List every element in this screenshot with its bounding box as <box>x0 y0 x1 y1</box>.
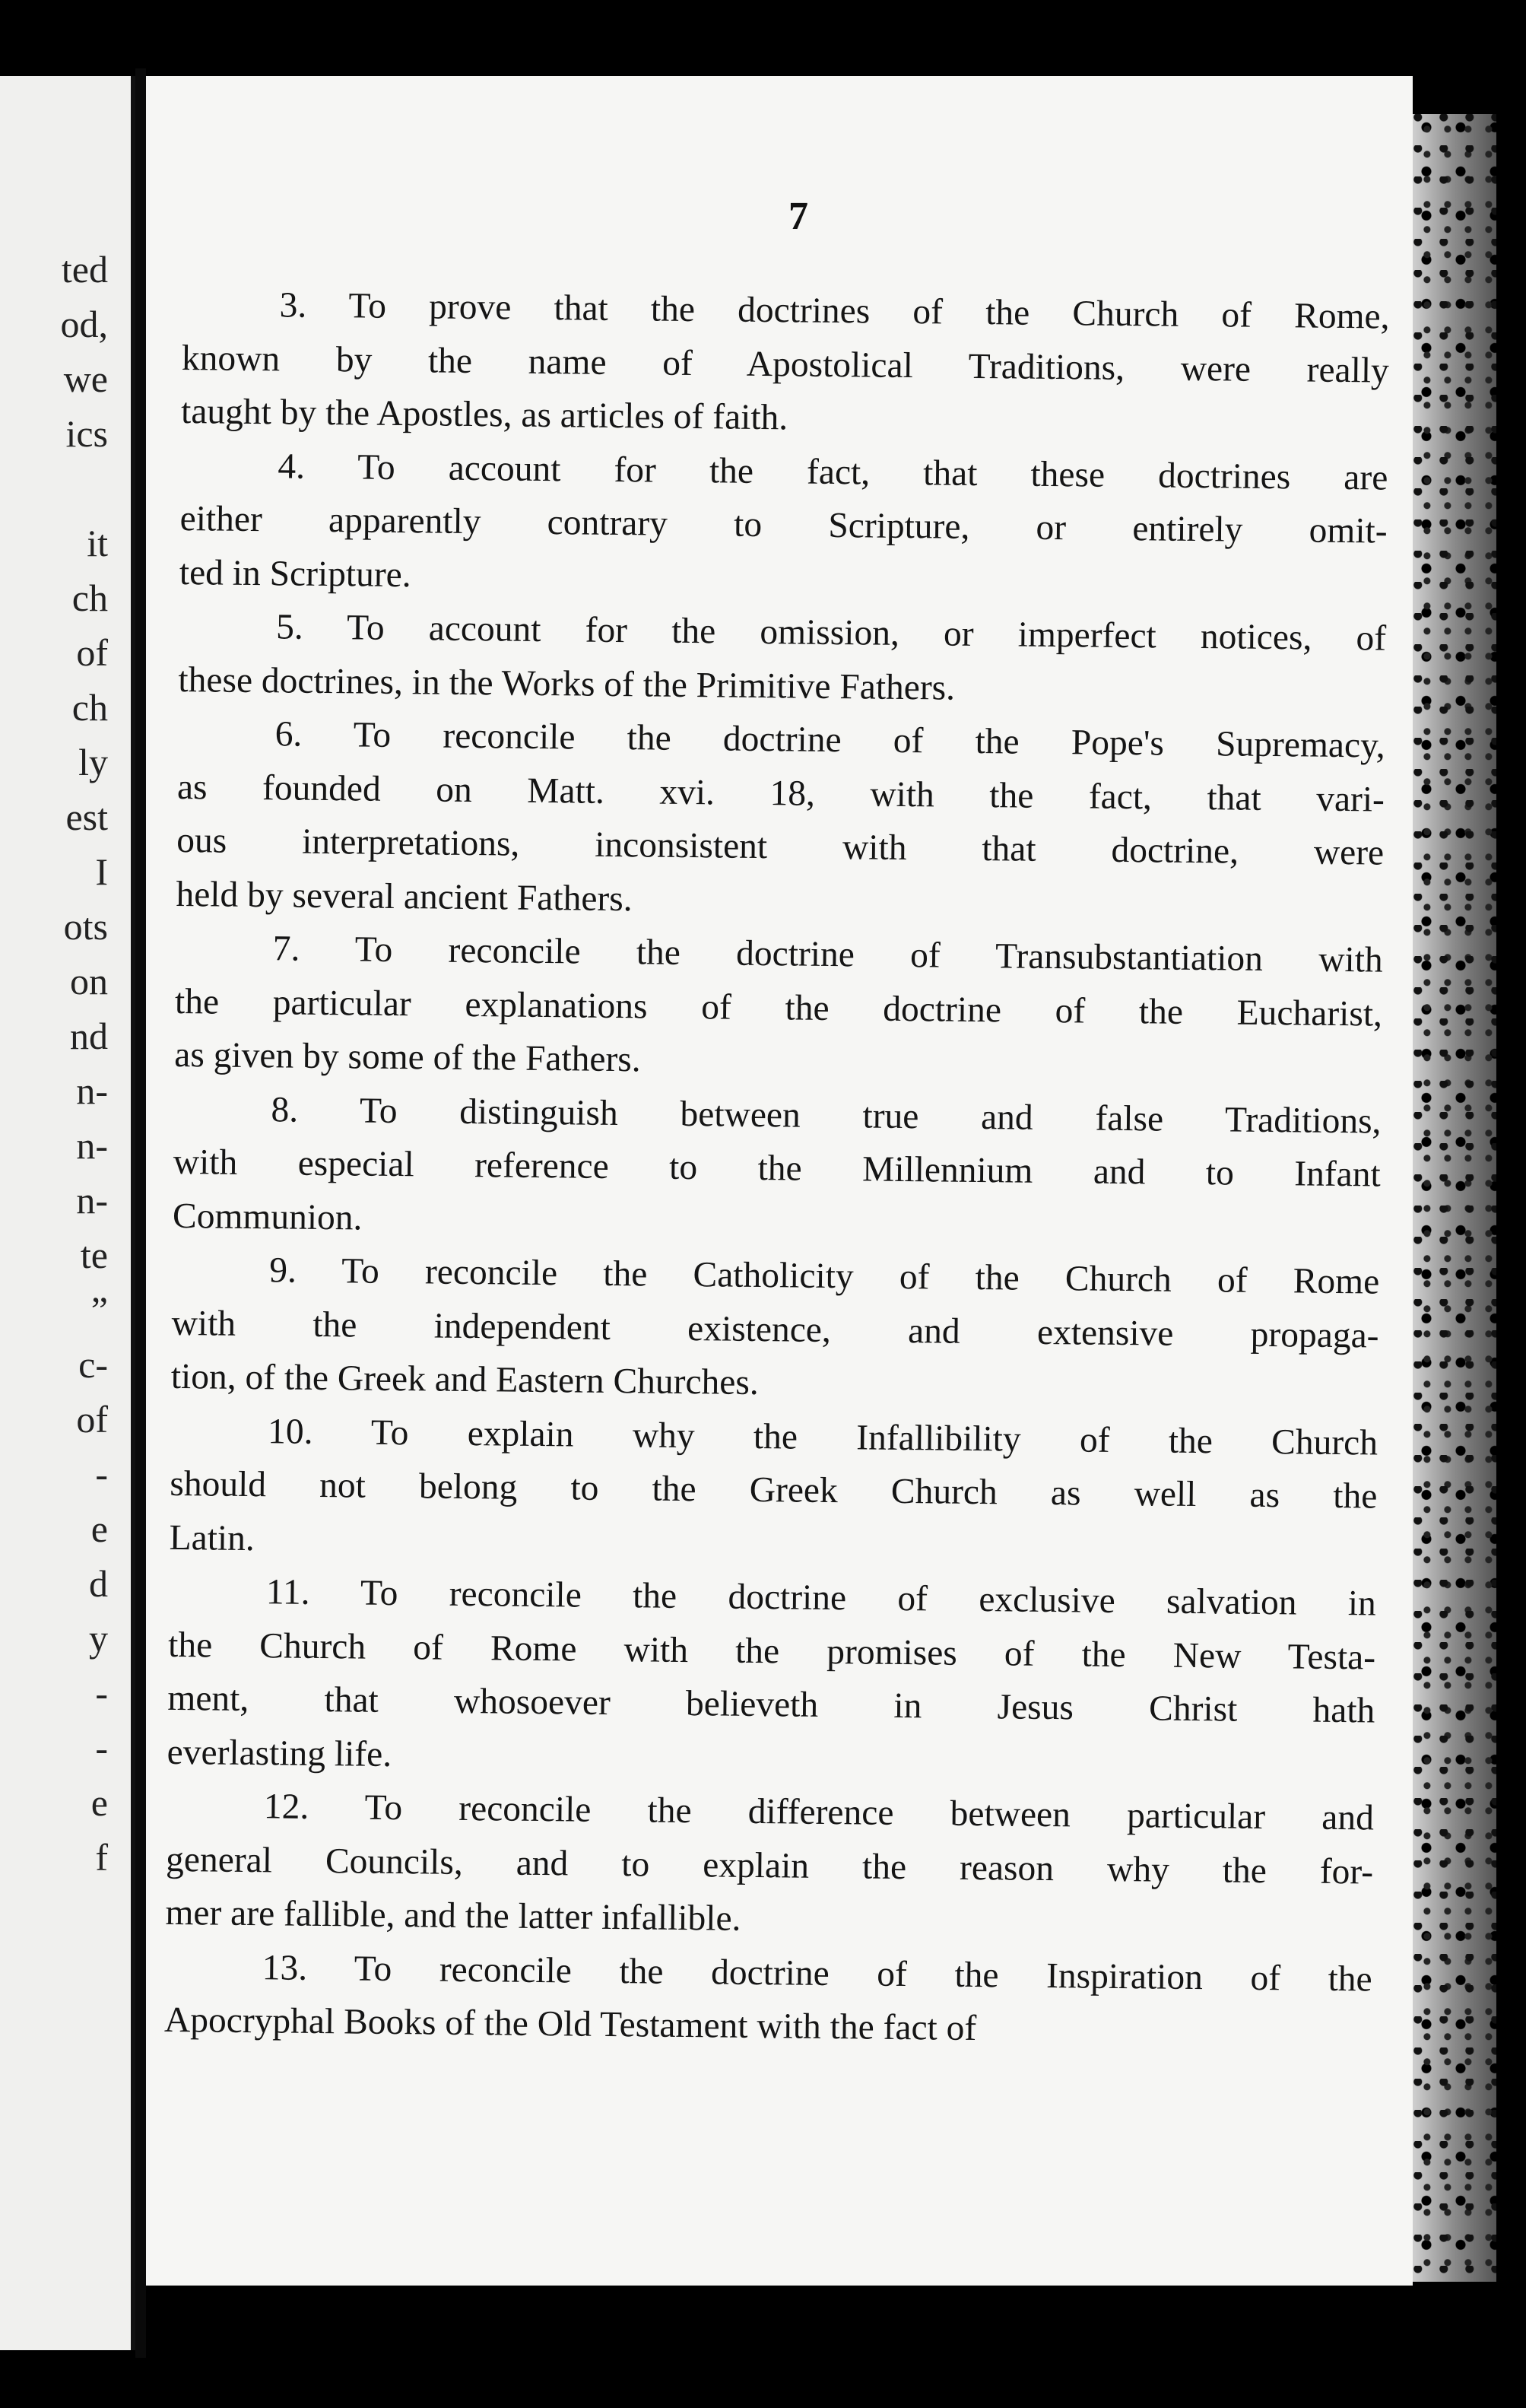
text-line: with especial reference to the Millennium and to Infant <box>173 1142 1382 1195</box>
page-edge-stack <box>1413 114 1496 2282</box>
text-line: Communion. <box>172 1196 363 1238</box>
numbered-paragraph <box>165 1779 1374 1952</box>
text-line: tion, of the Greek and Eastern Churches. <box>170 1356 760 1403</box>
facing-page-text-fragment: we <box>63 357 108 400</box>
text-line: 7. To reconcile the doctrine of Transubstantiation with <box>272 929 1383 980</box>
text-line: 4. To account for the fact, that these doctrines are <box>278 446 1388 498</box>
text-line: held by several ancient Fathers. <box>176 874 633 919</box>
text-line: ment, that whosoever believeth in Jesus Christ hath <box>167 1678 1375 1731</box>
facing-page-text-fragment: c- <box>78 1343 108 1386</box>
text-line: known by the name of Apostolical Traditions, were really <box>181 338 1390 391</box>
text-line: Latin. <box>169 1517 255 1558</box>
facing-page-text-fragment: od, <box>60 303 108 345</box>
numbered-paragraph <box>169 1403 1378 1577</box>
book-page <box>146 76 1413 2286</box>
facing-page-text-fragment: - <box>95 1453 108 1495</box>
facing-page-text-fragment: y <box>89 1617 108 1660</box>
numbered-paragraph <box>173 1082 1382 1255</box>
facing-page-text-fragment: - <box>95 1727 108 1769</box>
text-line: taught by the Apostles, as articles of faith. <box>180 391 788 438</box>
facing-page-text-fragment: nd <box>70 1015 108 1057</box>
facing-page-text-fragment: te <box>80 1234 108 1276</box>
numbered-paragraph <box>176 707 1385 934</box>
facing-page-text-fragment: e <box>90 1507 108 1550</box>
text-line: 3. To prove that the doctrines of the Church of Rome, <box>279 285 1390 337</box>
facing-page-text-fragment: f <box>95 1836 108 1879</box>
numbered-paragraph <box>179 438 1388 612</box>
facing-page-text-fragment: n- <box>76 1069 108 1112</box>
text-line: 13. To reconcile the doctrine of the Inspiration of the <box>262 1947 1372 2000</box>
text-line: 5. To account for the omission, or imperfect notices, of <box>275 607 1387 659</box>
facing-page-text-fragment: ch <box>71 577 108 619</box>
numbered-paragraph <box>167 1565 1376 1792</box>
text-line: 12. To reconcile the difference between particular and <box>263 1787 1375 1838</box>
facing-page-text-fragment: of <box>76 1398 108 1441</box>
text-line: general Councils, and to explain the reason why the for- <box>165 1839 1374 1892</box>
facing-page-text-fragment: ly <box>78 741 108 783</box>
text-line: ted in Scripture. <box>179 552 411 595</box>
numbered-paragraph <box>170 1243 1379 1416</box>
facing-page-text-fragment: ” <box>90 1288 108 1331</box>
text-line: either apparently contrary to Scripture, or entirely omit- <box>179 498 1388 551</box>
facing-page-text-fragment: on <box>70 960 108 1002</box>
facing-page-text-fragment: e <box>90 1781 108 1824</box>
facing-page-fragment <box>0 76 135 2350</box>
text-line: the particular explanations of the doctrine of the Eucharist, <box>174 981 1383 1034</box>
text-line: these doctrines, in the Works of the Primitive Fathers. <box>178 659 956 708</box>
text-line: as given by some of the Fathers. <box>174 1034 641 1080</box>
text-line: 9. To reconcile the Catholicity of the Church of Rome <box>269 1250 1380 1302</box>
text-line: ous interpretations, inconsistent with that doctrine, were <box>176 820 1385 873</box>
book-gutter <box>135 68 146 2358</box>
text-line: 11. To reconcile the doctrine of exclusive salvation in <box>265 1572 1377 1624</box>
page-number: 7 <box>788 195 808 238</box>
text-line: Apocryphal Books of the Old Testament with the fact of <box>163 2000 977 2049</box>
facing-page-text-fragment: it <box>87 522 108 564</box>
facing-page-text-fragment: of <box>76 631 108 674</box>
facing-page-text-fragment: - <box>95 1672 108 1714</box>
facing-page-text-fragment: d <box>89 1562 108 1605</box>
text-line: the Church of Rome with the promises of the New Testa- <box>167 1625 1376 1678</box>
facing-page-text-fragment: I <box>95 850 108 893</box>
numbered-paragraph <box>174 921 1383 1094</box>
text-line: should not belong to the Greek Church as well as the <box>170 1463 1378 1517</box>
facing-page-text-fragment: ted <box>61 248 108 291</box>
numbered-paragraph <box>181 278 1390 451</box>
page-body-text <box>164 278 1390 2060</box>
text-line: 6. To reconcile the doctrine of the Pope's Supremacy, <box>274 714 1385 766</box>
facing-page-text-fragment: ch <box>71 686 108 729</box>
facing-page-text-fragment: n- <box>76 1179 108 1221</box>
text-line: with the independent existence, and extensive propaga- <box>171 1303 1379 1356</box>
facing-page-text-fragment: ics <box>65 412 108 455</box>
numbered-paragraph <box>178 599 1386 720</box>
text-line: 10. To explain why the Infallibility of the Church <box>267 1411 1378 1463</box>
facing-page-text-fragment: n- <box>76 1124 108 1167</box>
text-line: mer are fallible, and the latter infallible. <box>165 1892 741 1939</box>
text-line: as founded on Matt. xvi. 18, with the fact, that vari- <box>176 767 1385 820</box>
facing-page-text-fragment: est <box>65 796 108 838</box>
text-line: everlasting life. <box>167 1732 392 1774</box>
facing-page-text-fragment: ots <box>63 905 108 948</box>
numbered-paragraph <box>164 1939 1372 2060</box>
text-line: 8. To distinguish between true and false Traditions, <box>271 1089 1382 1142</box>
